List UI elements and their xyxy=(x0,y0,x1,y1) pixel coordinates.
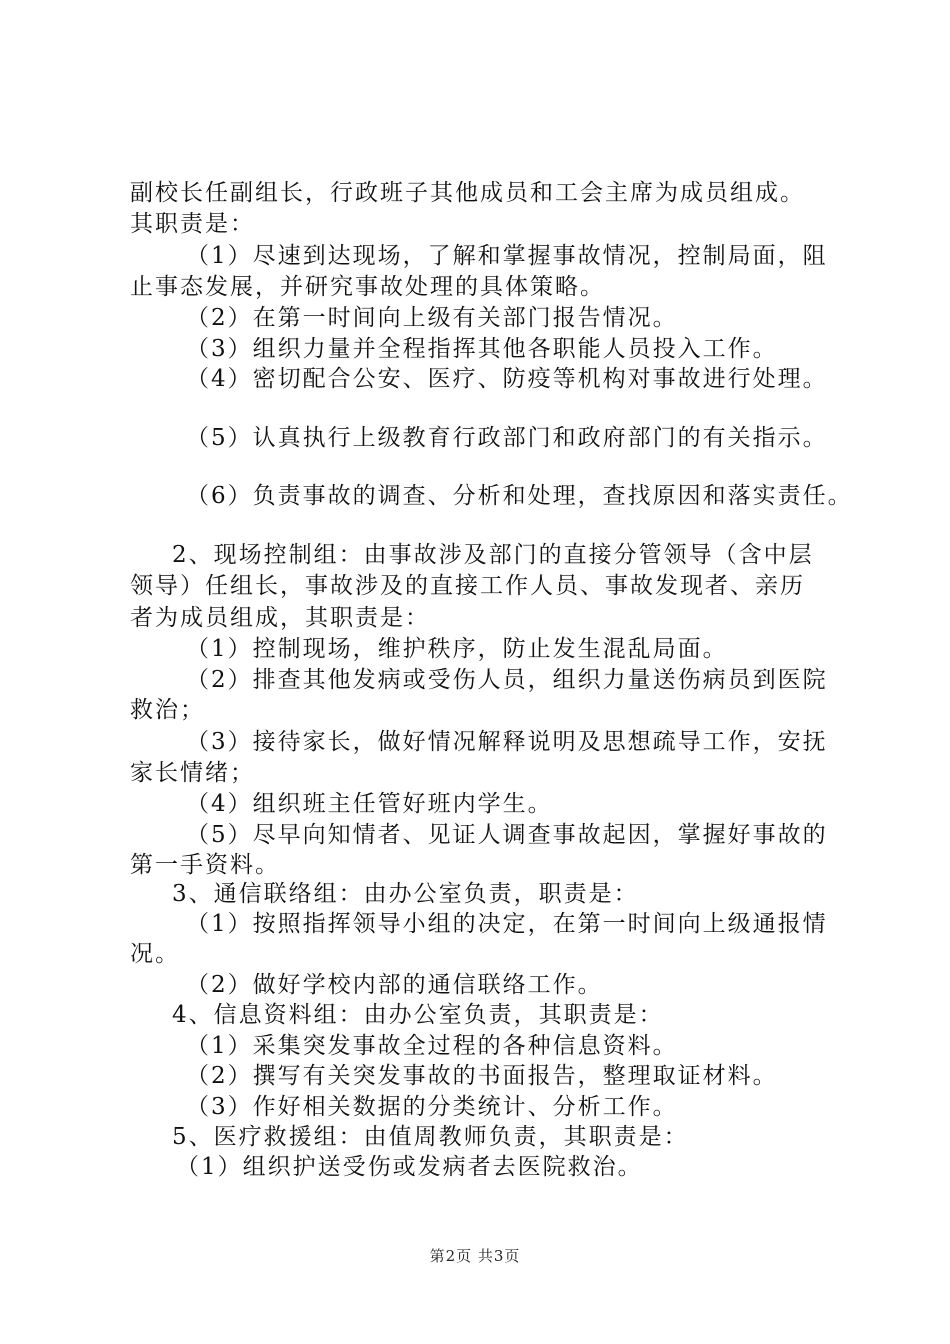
text-line: （1）尽速到达现场，了解和掌握事故情况，控制局面，阻 xyxy=(186,243,828,269)
text-line: 副校长任副组长，行政班子其他成员和工会主席为成员组成。 xyxy=(130,180,805,206)
text-line: 2、现场控制组：由事故涉及部门的直接分管领导（含中层 xyxy=(172,542,814,568)
text-line: （4）组织班主任管好班内学生。 xyxy=(186,791,553,817)
text-line: （2）排查其他发病或受伤人员，组织力量送伤病员到医院 xyxy=(186,667,828,693)
text-line: 况。 xyxy=(130,941,180,967)
text-line: （2）在第一时间向上级有关部门报告情况。 xyxy=(186,305,678,331)
text-line: （1）按照指挥领导小组的决定，在第一时间向上级通报情 xyxy=(186,911,828,937)
text-line: 领导）任组长，事故涉及的直接工作人员、事故发现者、亲历 xyxy=(130,573,805,599)
text-line: 5、医疗救援组：由值周教师负责，其职责是： xyxy=(172,1124,689,1150)
text-line: （1）采集突发事故全过程的各种信息资料。 xyxy=(186,1033,678,1059)
page-footer: 第2页 共3页 xyxy=(429,1247,521,1265)
text-line: 救治； xyxy=(130,697,205,723)
text-line: （2）做好学校内部的通信联络工作。 xyxy=(186,972,603,998)
text-line: （1）组织护送受伤或发病者去医院救治。 xyxy=(176,1154,643,1180)
text-line: （1）控制现场，维护秩序，防止发生混乱局面。 xyxy=(186,636,728,662)
text-line: （3）接待家长，做好情况解释说明及思想疏导工作，安抚 xyxy=(186,729,828,755)
text-line: （5）尽早向知情者、见证人调查事故起因，掌握好事故的 xyxy=(186,822,828,848)
text-line: 止事态发展，并研究事故处理的具体策略。 xyxy=(130,274,605,300)
text-line: 第一手资料。 xyxy=(130,852,280,878)
text-line: （2）撰写有关突发事故的书面报告，整理取证材料。 xyxy=(186,1063,778,1089)
text-line: 4、信息资料组：由办公室负责，其职责是： xyxy=(172,1002,664,1028)
text-line: （6）负责事故的调查、分析和处理，查找原因和落实责任。 xyxy=(186,483,853,509)
text-line: 其职责是： xyxy=(130,211,255,237)
text-line: （4）密切配合公安、医疗、防疫等机构对事故进行处理。 xyxy=(186,366,828,392)
text-line: 者为成员组成，其职责是： xyxy=(130,605,430,631)
text-line: （3）作好相关数据的分类统计、分析工作。 xyxy=(186,1094,678,1120)
text-line: （5）认真执行上级教育行政部门和政府部门的有关指示。 xyxy=(186,425,828,451)
text-line: （3）组织力量并全程指挥其他各职能人员投入工作。 xyxy=(186,336,778,362)
text-line: 3、通信联络组：由办公室负责，职责是： xyxy=(172,881,639,907)
text-line: 家长情绪； xyxy=(130,760,255,786)
